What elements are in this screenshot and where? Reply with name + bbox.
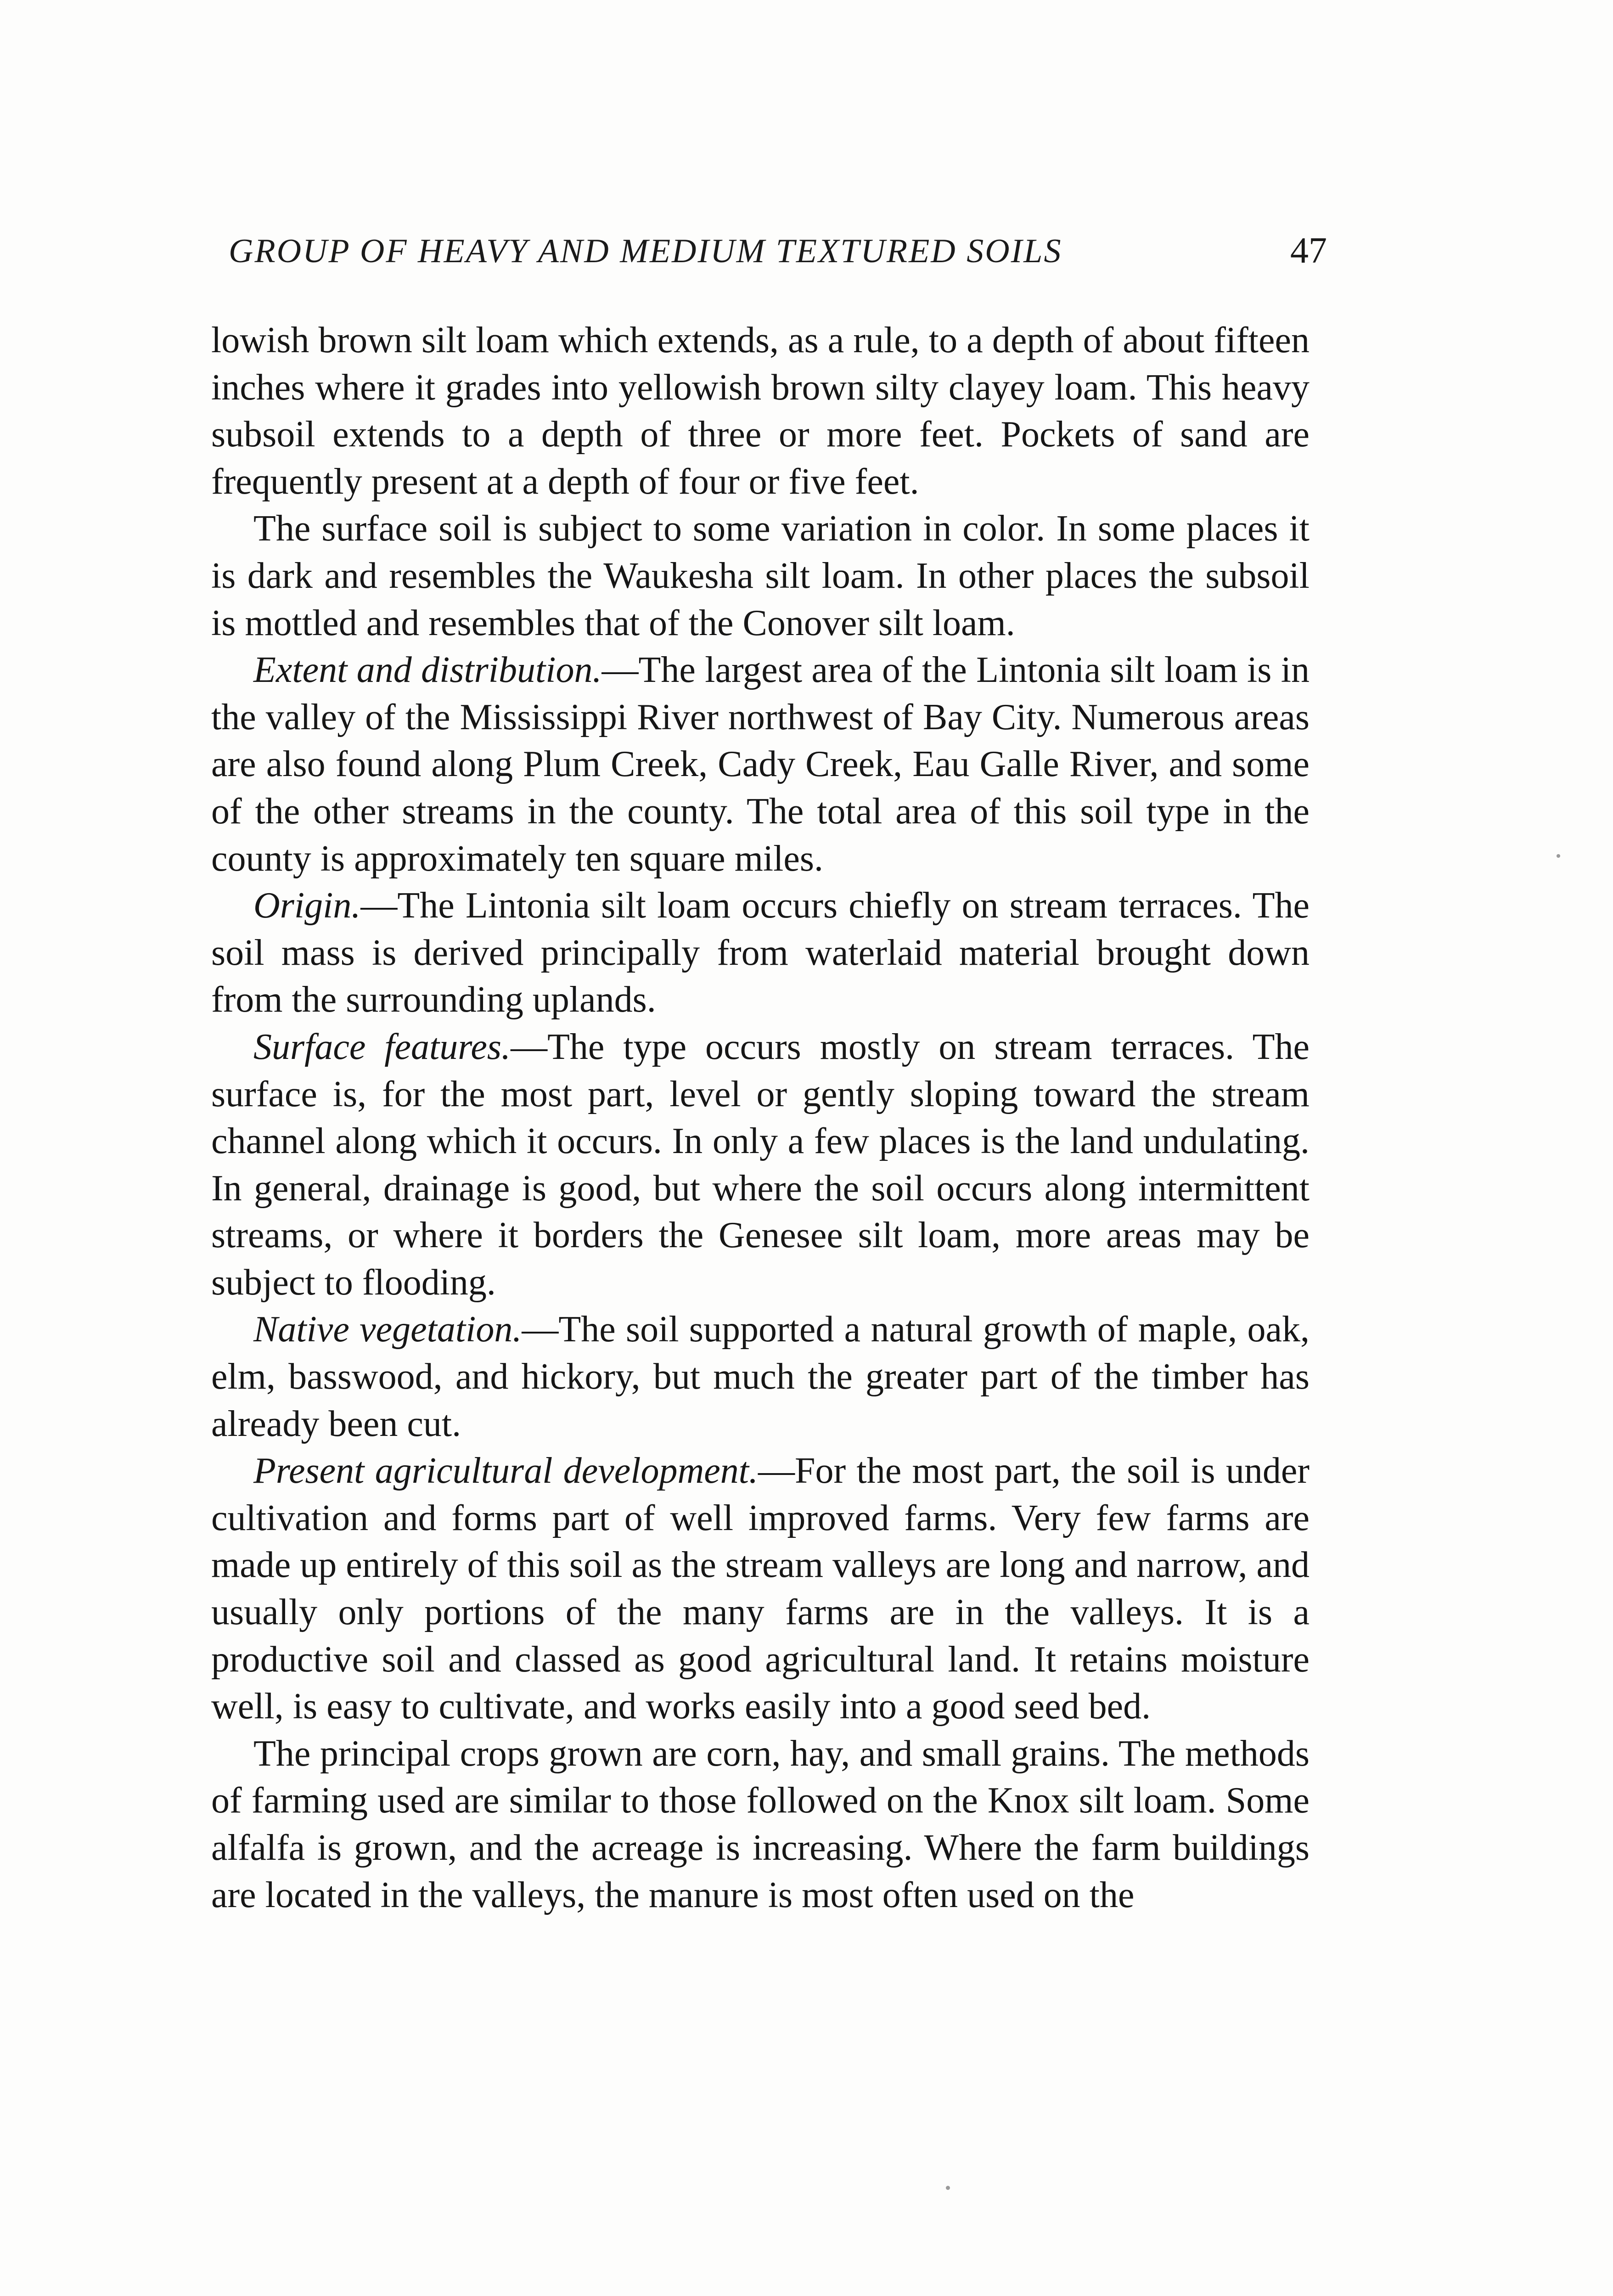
paragraph-text: lowish brown silt loam which extends, as a rule, to a depth of about fifteen inches where it grades into yellowish brown silty clayey loam. This heavy subsoil extends to a depth of three or more feet. Pockets of sand are frequently present at a depth of four or five feet. [211,320,1310,502]
scan-speck [1557,854,1560,858]
paragraph [211,317,1310,505]
page-header [229,232,1327,285]
section-heading: Surface features. [253,1026,511,1067]
page-number: 47 [1290,231,1327,271]
paragraph [211,1447,1310,1730]
paragraph-text: —The type occurs mostly on stream terraces. The surface is, for the most part, level or gently sloping toward the stream channel along which it occurs. In only a few places is the land undulating. In general, drainage is good, but where the soil occurs along intermittent streams, or where it borders the Genesee silt loam, more areas may be subject to flooding. [211,1026,1310,1303]
paragraph [211,505,1310,647]
paragraph-text: —The soil supported a natural growth of maple, oak, elm, basswood, and hickory, but much the greater part of the timber has already been cut. [211,1309,1310,1444]
scan-speck [946,2186,950,2190]
paragraph-text: The surface soil is subject to some variation in color. In some places it is dark and resembles the Waukesha silt loam. In other places the subsoil is mottled and resembles that of the Conover silt loam. [211,508,1310,643]
running-title: GROUP OF HEAVY AND MEDIUM TEXTURED SOILS [229,232,1062,270]
paragraph-text: The principal crops grown are corn, hay, and small grains. The methods of farming used are similar to those followed on the Knox silt loam. Some alfalfa is grown, and the acreage is increasing. Where the farm buildings are located in the valleys, the manure is most often used on the [211,1733,1310,1915]
body-text [211,317,1310,1919]
section-heading: Present agricultural development. [253,1451,759,1491]
paragraph [211,1730,1310,1919]
paragraph-text: —The largest area of the Lintonia silt loam is in the valley of the Mississippi River northwest of Bay City. Numerous areas are also found along Plum Creek, Cady Creek, Eau Galle River, and some of the other streams in the county. The total area of this soil type in the county is approximately ten square miles. [211,650,1310,879]
section-heading: Origin. [253,885,361,926]
section-heading: Native vegetation. [253,1309,522,1350]
paragraph-text: —For the most part, the soil is under cultivation and forms part of well improved farms. Very few farms are made up entirely of this soil as the stream valleys are long and narrow, and usually only portions of the many farms are in the valleys. It is a productive soil and classed as good agricultural land. It retains moisture well, is easy to cultivate, and works easily into a good seed bed. [211,1451,1310,1727]
paragraph [211,1306,1310,1447]
paragraph-text: —The Lintonia silt loam occurs chiefly on stream terraces. The soil mass is derived principally from waterlaid material brought down from the surrounding uplands. [211,885,1310,1020]
paragraph [211,1024,1310,1306]
section-heading: Extent and distribution. [253,650,602,691]
paragraph [211,882,1310,1024]
paragraph [211,647,1310,882]
